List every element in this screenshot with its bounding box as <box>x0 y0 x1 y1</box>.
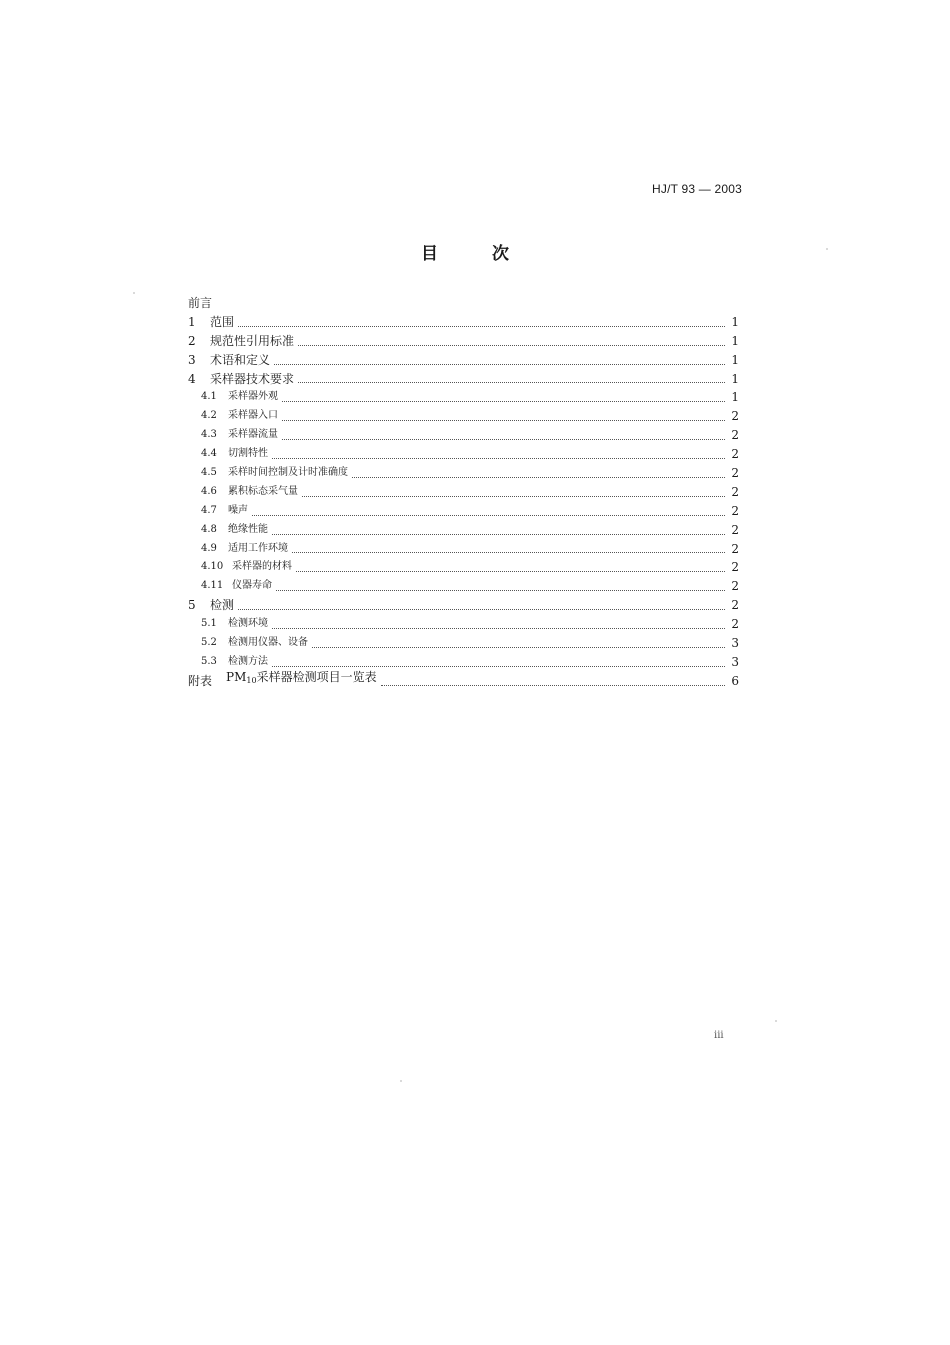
dot-leader <box>282 401 725 402</box>
toc-entry-title: 采样器技术要求 <box>210 371 295 386</box>
dot-leader <box>296 571 725 572</box>
toc-entry-title: 检测 <box>210 598 235 613</box>
toc-entry-title: 前言 <box>188 295 213 310</box>
toc-entry-4-2[interactable] <box>188 407 739 426</box>
dot-leader <box>272 666 725 667</box>
toc-entry-number: 5.1 <box>201 618 217 630</box>
toc-entry-number: 1 <box>188 314 196 329</box>
toc-entry-4-11[interactable] <box>188 577 739 596</box>
toc-entry-page: 2 <box>731 541 739 556</box>
dot-leader <box>292 552 725 553</box>
dot-leader <box>274 364 725 365</box>
toc-entry-title: 采样器流量 <box>228 429 278 441</box>
table-of-contents <box>188 294 739 691</box>
dot-leader <box>282 439 725 440</box>
toc-entry-number: 5.3 <box>201 655 217 667</box>
dot-leader <box>312 647 725 648</box>
toc-entry-title: 术语和定义 <box>210 352 271 367</box>
toc-entry-page: 1 <box>731 390 739 405</box>
toc-entry-title: 累积标态采气量 <box>228 485 298 497</box>
toc-entry-number: 4.11 <box>201 580 224 592</box>
dot-leader <box>238 609 725 610</box>
toc-entry-page: 1 <box>731 352 739 367</box>
page-title: 目次 <box>421 244 563 264</box>
toc-entry-5-1[interactable] <box>188 615 739 634</box>
toc-entry-4-3[interactable] <box>188 426 739 445</box>
toc-entry-page: 2 <box>731 522 739 537</box>
toc-entry-title: 采样时间控制及计时准确度 <box>228 467 348 478</box>
toc-entry-4-1[interactable] <box>188 388 739 407</box>
toc-entry-page: 2 <box>731 560 739 575</box>
appendix-label: 附表 <box>188 673 213 688</box>
toc-entry-number: 4.3 <box>201 429 217 441</box>
toc-entry-number: 4.7 <box>201 504 217 516</box>
toc-entry-3[interactable] <box>188 351 739 370</box>
toc-entry-page: 1 <box>731 314 739 329</box>
appendix-title: 采样器检测项目一览表 <box>256 669 377 684</box>
toc-entry-title: 噪声 <box>228 504 248 516</box>
toc-entry-number: 2 <box>188 333 196 348</box>
appendix-pm: PM <box>226 669 247 684</box>
toc-entry-4-9[interactable] <box>188 540 739 559</box>
toc-entry-number: 4.2 <box>201 410 217 422</box>
toc-entry-number: 4.8 <box>201 523 217 535</box>
toc-entry-number: 4.1 <box>201 391 217 403</box>
toc-entry-appendix[interactable] <box>188 669 739 691</box>
toc-entry-title: 检测方法 <box>228 655 268 667</box>
toc-entry-number: 4.10 <box>201 561 224 573</box>
toc-entry-title: 范围 <box>210 314 235 329</box>
page-number: iii <box>714 1030 724 1041</box>
dot-leader <box>298 382 725 383</box>
toc-entry-title: 检测环境 <box>228 618 268 630</box>
toc-entry-title: 切割特性 <box>228 448 268 460</box>
dot-leader <box>272 628 725 629</box>
toc-entry-page: 2 <box>731 484 739 499</box>
toc-entry-preface[interactable] <box>188 294 739 313</box>
dot-leader <box>238 326 725 327</box>
toc-entry-page: 2 <box>731 579 739 594</box>
toc-entry-title: 检测用仪器、设备 <box>228 637 308 649</box>
toc-entry-page: 2 <box>731 447 739 462</box>
toc-entry-title: 适用工作环境 <box>228 542 288 554</box>
toc-entry-number: 5.2 <box>201 637 217 649</box>
toc-entry-number: 4.6 <box>201 485 217 497</box>
toc-entry-4-4[interactable] <box>188 445 739 464</box>
dot-leader <box>272 534 725 535</box>
dot-leader <box>272 458 725 459</box>
toc-entry-title: 采样器的材料 <box>232 561 292 573</box>
toc-entry-number: 5 <box>188 598 196 613</box>
toc-entry-1[interactable] <box>188 313 739 332</box>
toc-entry-title: 仪器寿命 <box>232 580 272 592</box>
scan-speck <box>826 248 828 250</box>
toc-entry-title: 采样器外观 <box>228 391 278 403</box>
toc-entry-page: 2 <box>731 428 739 443</box>
toc-entry-title: 采样器入口 <box>228 410 278 422</box>
dot-leader <box>298 345 725 346</box>
dot-leader <box>276 590 725 591</box>
toc-entry-page: 2 <box>731 466 739 480</box>
toc-entry-page: 2 <box>731 409 739 424</box>
scan-speck <box>400 1080 402 1082</box>
standard-code: HJ/T 93 — 2003 <box>652 182 742 196</box>
toc-entry-title <box>226 668 377 691</box>
toc-entry-page: 1 <box>731 333 739 348</box>
dot-leader <box>252 515 725 516</box>
toc-entry-4[interactable] <box>188 370 739 389</box>
toc-entry-4-8[interactable] <box>188 521 739 540</box>
toc-entry-5[interactable] <box>188 596 739 615</box>
toc-entry-page: 3 <box>731 636 739 651</box>
toc-entry-title: 规范性引用标准 <box>210 333 295 348</box>
toc-entry-title: 绝缘性能 <box>228 523 268 535</box>
dot-leader <box>302 496 725 497</box>
toc-entry-page: 2 <box>731 598 739 613</box>
dot-leader <box>282 420 725 421</box>
toc-entry-number: 4.5 <box>201 467 217 478</box>
dot-leader <box>381 685 725 686</box>
toc-entry-page: 2 <box>731 617 739 632</box>
toc-entry-4-10[interactable] <box>188 558 739 577</box>
dot-leader <box>352 477 725 478</box>
toc-entry-page: 6 <box>731 673 739 688</box>
toc-entry-page: 2 <box>731 503 739 518</box>
toc-entry-number: 4.4 <box>201 448 217 460</box>
scan-speck <box>133 292 135 294</box>
toc-entry-4-6[interactable] <box>188 483 739 502</box>
toc-entry-page: 3 <box>731 654 739 669</box>
toc-entry-number: 4.9 <box>201 542 217 554</box>
scan-speck <box>775 1020 777 1022</box>
toc-entry-number: 4 <box>188 371 196 386</box>
toc-entry-number: 3 <box>188 352 196 367</box>
appendix-pm-subscript: 10 <box>246 675 257 685</box>
toc-entry-5-2[interactable] <box>188 634 739 653</box>
toc-entry-4-5[interactable] <box>188 464 739 483</box>
toc-entry-4-7[interactable] <box>188 502 739 521</box>
toc-entry-2[interactable] <box>188 332 739 351</box>
toc-entry-page: 1 <box>731 371 739 386</box>
